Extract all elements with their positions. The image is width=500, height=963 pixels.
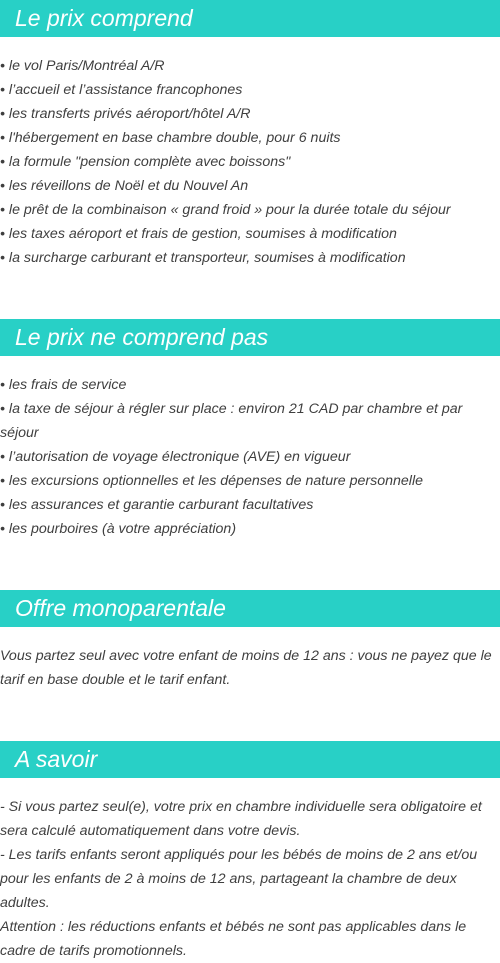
section-title: Le prix comprend	[0, 0, 500, 37]
paragraph: Attention : les réductions enfants et bébés ne sont pas applicables dans le cadre de tarifs promotionnels.	[0, 919, 467, 959]
section-title: Le prix ne comprend pas	[0, 319, 500, 356]
bullet: •	[0, 82, 5, 98]
list-item	[0, 469, 500, 493]
list-item-text: les transferts privés aéroport/hôtel A/R	[8, 106, 251, 122]
section-title: A savoir	[0, 741, 500, 778]
list-item	[0, 373, 500, 397]
list-item-text: la formule "pension complète avec boissons"	[8, 154, 291, 170]
list-item	[0, 126, 500, 150]
list-item-text: l'hébergement en base chambre double, pour 6 nuits	[8, 130, 341, 146]
list-item-text: la taxe de séjour à régler sur place : environ 21 CAD par chambre et par séjour	[0, 401, 463, 441]
list-item	[0, 222, 500, 246]
offer-text	[0, 644, 500, 692]
paragraph: - Si vous partez seul(e), votre prix en chambre individuelle sera obligatoire et sera calculé automatiquement dans votre devis.	[0, 799, 482, 839]
list-item	[0, 78, 500, 102]
bullet: •	[0, 401, 5, 417]
bullet: •	[0, 521, 5, 537]
list-item-text: les assurances et garantie carburant facultatives	[8, 497, 314, 513]
section-single-parent-offer	[0, 590, 500, 692]
bullet: •	[0, 154, 5, 170]
list-item-text: les taxes aéroport et frais de gestion, soumises à modification	[8, 226, 397, 242]
bullet: •	[0, 473, 5, 489]
section-price-includes	[0, 0, 500, 270]
bullet: •	[0, 377, 5, 393]
list-item-text: le vol Paris/Montréal A/R	[8, 58, 165, 74]
list-item	[0, 517, 500, 541]
list-item-text: l’accueil et l’assistance francophones	[8, 82, 243, 98]
list-item-text: l’autorisation de voyage électronique (AVE) en vigueur	[8, 449, 351, 465]
excluded-list	[0, 373, 500, 541]
list-item-text: le prêt de la combinaison « grand froid » pour la durée totale du séjour	[8, 202, 451, 218]
list-item	[0, 150, 500, 174]
bullet: •	[0, 226, 5, 242]
bullet: •	[0, 250, 5, 266]
section-title: Offre monoparentale	[0, 590, 500, 627]
list-item-text: les réveillons de Noël et du Nouvel An	[8, 178, 249, 194]
list-item	[0, 493, 500, 517]
paragraph: Vous partez seul avec votre enfant de moins de 12 ans : vous ne payez que le tarif en base double et le tarif enfant.	[0, 648, 492, 688]
bullet: •	[0, 202, 5, 218]
list-item-text: les excursions optionnelles et les dépenses de nature personnelle	[8, 473, 423, 489]
list-item-text: les pourboires (à votre appréciation)	[8, 521, 237, 537]
list-item	[0, 174, 500, 198]
bullet: •	[0, 58, 5, 74]
bullet: •	[0, 130, 5, 146]
list-item	[0, 102, 500, 126]
bullet: •	[0, 449, 5, 465]
included-list	[0, 54, 500, 270]
list-item-text: les frais de service	[8, 377, 127, 393]
list-item	[0, 198, 500, 222]
bullet: •	[0, 497, 5, 513]
section-price-excludes	[0, 319, 500, 541]
bullet: •	[0, 106, 5, 122]
list-item-text: la surcharge carburant et transporteur, soumises à modification	[8, 250, 406, 266]
list-item	[0, 246, 500, 270]
paragraph: - Les tarifs enfants seront appliqués pour les bébés de moins de 2 ans et/ou pour les enfants de 2 à moins de 12 ans, partageant la chambre de deux adultes.	[0, 847, 478, 911]
list-item	[0, 54, 500, 78]
list-item	[0, 397, 500, 445]
section-good-to-know	[0, 741, 500, 963]
bullet: •	[0, 178, 5, 194]
list-item	[0, 445, 500, 469]
